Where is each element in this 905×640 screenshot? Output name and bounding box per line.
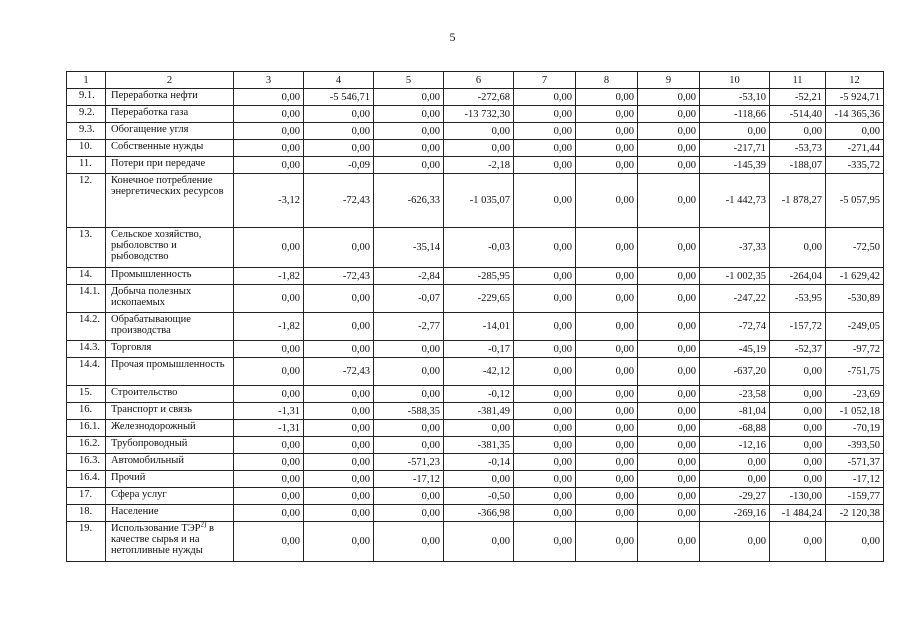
row-name: Добыча полезных ископаемых <box>106 285 234 313</box>
value-cell: -381,49 <box>444 403 514 420</box>
value-cell: 0,00 <box>576 313 638 341</box>
table-row <box>67 386 884 403</box>
table-row <box>67 228 884 268</box>
row-name: Транспорт и связь <box>106 403 234 420</box>
value-cell: -285,95 <box>444 268 514 285</box>
value-cell: 0,00 <box>304 505 374 522</box>
value-cell: 0,00 <box>576 157 638 174</box>
row-name: Прочий <box>106 471 234 488</box>
value-cell: 0,00 <box>234 228 304 268</box>
value-cell: 0,00 <box>576 268 638 285</box>
value-cell: 0,00 <box>514 437 576 454</box>
value-cell: -12,16 <box>700 437 770 454</box>
row-name: Обрабатывающие производства <box>106 313 234 341</box>
value-cell: 0,00 <box>576 341 638 358</box>
energy-balance-table <box>66 71 884 562</box>
value-cell: 0,00 <box>514 228 576 268</box>
row-number: 14. <box>67 268 106 285</box>
row-number: 9.2. <box>67 106 106 123</box>
value-cell: 0,00 <box>374 157 444 174</box>
value-cell: 0,00 <box>234 437 304 454</box>
value-cell: -626,33 <box>374 174 444 228</box>
value-cell: 0,00 <box>638 228 700 268</box>
value-cell: 0,00 <box>514 89 576 106</box>
value-cell: -0,14 <box>444 454 514 471</box>
value-cell: 0,00 <box>576 403 638 420</box>
value-cell: -159,77 <box>826 488 884 505</box>
value-cell: -13 732,30 <box>444 106 514 123</box>
value-cell: -97,72 <box>826 341 884 358</box>
value-cell: 0,00 <box>304 437 374 454</box>
row-number: 14.2. <box>67 313 106 341</box>
value-cell: -72,43 <box>304 174 374 228</box>
value-cell: 0,00 <box>700 454 770 471</box>
value-cell: -0,17 <box>444 341 514 358</box>
value-cell: 0,00 <box>770 471 826 488</box>
value-cell: 0,00 <box>374 106 444 123</box>
value-cell: -37,33 <box>700 228 770 268</box>
value-cell: 0,00 <box>514 386 576 403</box>
value-cell: -264,04 <box>770 268 826 285</box>
value-cell: 0,00 <box>444 123 514 140</box>
value-cell: -5 924,71 <box>826 89 884 106</box>
value-cell: 0,00 <box>514 341 576 358</box>
value-cell: 0,00 <box>514 488 576 505</box>
value-cell: 0,00 <box>576 89 638 106</box>
row-name: Переработка нефти <box>106 89 234 106</box>
value-cell: -42,12 <box>444 358 514 386</box>
column-header: 8 <box>576 72 638 89</box>
row-number: 14.3. <box>67 341 106 358</box>
column-header: 11 <box>770 72 826 89</box>
value-cell: 0,00 <box>234 123 304 140</box>
value-cell: -14,01 <box>444 313 514 341</box>
value-cell: 0,00 <box>374 386 444 403</box>
table-body <box>67 72 884 562</box>
value-cell: -72,50 <box>826 228 884 268</box>
value-cell: -53,95 <box>770 285 826 313</box>
footnote-mark: 2) <box>200 521 207 529</box>
value-cell: -1,31 <box>234 403 304 420</box>
value-cell: -35,14 <box>374 228 444 268</box>
value-cell: -2,18 <box>444 157 514 174</box>
value-cell: -637,20 <box>700 358 770 386</box>
value-cell: 0,00 <box>234 157 304 174</box>
value-cell: -229,65 <box>444 285 514 313</box>
value-cell: 0,00 <box>304 123 374 140</box>
value-cell: -72,43 <box>304 268 374 285</box>
table-row <box>67 358 884 386</box>
value-cell: 0,00 <box>638 157 700 174</box>
value-cell: 0,00 <box>700 471 770 488</box>
value-cell: 0,00 <box>234 454 304 471</box>
value-cell: 0,00 <box>576 140 638 157</box>
table-row <box>67 341 884 358</box>
row-number: 19. <box>67 522 106 562</box>
value-cell: -52,37 <box>770 341 826 358</box>
table-row <box>67 437 884 454</box>
value-cell: 0,00 <box>514 285 576 313</box>
column-header: 7 <box>514 72 576 89</box>
table-row <box>67 140 884 157</box>
value-cell: 0,00 <box>638 437 700 454</box>
value-cell: -1 878,27 <box>770 174 826 228</box>
row-number: 13. <box>67 228 106 268</box>
value-cell: 0,00 <box>826 522 884 562</box>
value-cell: -53,73 <box>770 140 826 157</box>
row-name: Промышленность <box>106 268 234 285</box>
value-cell: -188,07 <box>770 157 826 174</box>
value-cell: -0,07 <box>374 285 444 313</box>
value-cell: 0,00 <box>514 522 576 562</box>
column-header: 12 <box>826 72 884 89</box>
value-cell: 0,00 <box>514 420 576 437</box>
value-cell: 0,00 <box>770 403 826 420</box>
row-name-rest: в качестве сырья и на нетопливные нужды <box>111 523 214 556</box>
value-cell: 0,00 <box>826 123 884 140</box>
row-name <box>106 522 234 562</box>
value-cell: -70,19 <box>826 420 884 437</box>
value-cell: 0,00 <box>234 505 304 522</box>
value-cell: -571,37 <box>826 454 884 471</box>
value-cell: 0,00 <box>576 123 638 140</box>
table-row <box>67 106 884 123</box>
value-cell: -1,31 <box>234 420 304 437</box>
value-cell: 0,00 <box>514 358 576 386</box>
value-cell: 0,00 <box>514 505 576 522</box>
value-cell: -52,21 <box>770 89 826 106</box>
value-cell: 0,00 <box>304 403 374 420</box>
row-name: Сельское хозяйство, рыболовство и рыбоводство <box>106 228 234 268</box>
value-cell: 0,00 <box>444 140 514 157</box>
row-name: Торговля <box>106 341 234 358</box>
value-cell: 0,00 <box>304 285 374 313</box>
row-number: 17. <box>67 488 106 505</box>
value-cell: 0,00 <box>638 403 700 420</box>
value-cell: -1 442,73 <box>700 174 770 228</box>
value-cell: 0,00 <box>770 386 826 403</box>
table-row <box>67 285 884 313</box>
row-number: 16.1. <box>67 420 106 437</box>
table-row <box>67 157 884 174</box>
value-cell: 0,00 <box>374 89 444 106</box>
value-cell: -571,23 <box>374 454 444 471</box>
value-cell: 0,00 <box>576 285 638 313</box>
row-name: Железнодорожный <box>106 420 234 437</box>
table-row <box>67 268 884 285</box>
value-cell: -588,35 <box>374 403 444 420</box>
row-name: Обогащение угля <box>106 123 234 140</box>
value-cell: 0,00 <box>514 106 576 123</box>
row-name: Трубопроводный <box>106 437 234 454</box>
value-cell: -5 057,95 <box>826 174 884 228</box>
value-cell: 0,00 <box>234 488 304 505</box>
table-row <box>67 420 884 437</box>
row-name: Автомобильный <box>106 454 234 471</box>
value-cell: 0,00 <box>304 341 374 358</box>
value-cell: -2,84 <box>374 268 444 285</box>
value-cell: 0,00 <box>374 522 444 562</box>
table-row <box>67 403 884 420</box>
row-number: 16.3. <box>67 454 106 471</box>
value-cell: -17,12 <box>374 471 444 488</box>
value-cell: -1 484,24 <box>770 505 826 522</box>
table-row <box>67 174 884 228</box>
value-cell: -45,19 <box>700 341 770 358</box>
value-cell: -130,00 <box>770 488 826 505</box>
value-cell: 0,00 <box>304 488 374 505</box>
value-cell: 0,00 <box>444 420 514 437</box>
value-cell: 0,00 <box>638 89 700 106</box>
table-row <box>67 522 884 562</box>
value-cell: -1 002,35 <box>700 268 770 285</box>
value-cell: 0,00 <box>576 358 638 386</box>
value-cell: 0,00 <box>514 123 576 140</box>
value-cell: -0,03 <box>444 228 514 268</box>
value-cell: -272,68 <box>444 89 514 106</box>
column-header: 1 <box>67 72 106 89</box>
value-cell: 0,00 <box>576 228 638 268</box>
value-cell: 0,00 <box>304 454 374 471</box>
value-cell: 0,00 <box>304 471 374 488</box>
value-cell: 0,00 <box>514 140 576 157</box>
value-cell: 0,00 <box>514 157 576 174</box>
row-number: 18. <box>67 505 106 522</box>
header-row <box>67 72 884 89</box>
row-number: 16.4. <box>67 471 106 488</box>
column-header: 5 <box>374 72 444 89</box>
value-cell: 0,00 <box>770 358 826 386</box>
column-header: 4 <box>304 72 374 89</box>
value-cell: 0,00 <box>638 505 700 522</box>
value-cell: 0,00 <box>638 174 700 228</box>
value-cell: 0,00 <box>770 228 826 268</box>
value-cell: 0,00 <box>770 522 826 562</box>
row-number: 16.2. <box>67 437 106 454</box>
value-cell: 0,00 <box>304 522 374 562</box>
value-cell: 0,00 <box>514 174 576 228</box>
row-number: 14.1. <box>67 285 106 313</box>
value-cell: 0,00 <box>638 488 700 505</box>
value-cell: -81,04 <box>700 403 770 420</box>
column-header: 6 <box>444 72 514 89</box>
value-cell: -269,16 <box>700 505 770 522</box>
value-cell: -17,12 <box>826 471 884 488</box>
value-cell: -157,72 <box>770 313 826 341</box>
value-cell: -1,82 <box>234 268 304 285</box>
value-cell: 0,00 <box>304 313 374 341</box>
row-name: Конечное потребление энергетических ресурсов <box>106 174 234 228</box>
value-cell: 0,00 <box>514 454 576 471</box>
value-cell: -381,35 <box>444 437 514 454</box>
value-cell: 0,00 <box>576 174 638 228</box>
value-cell: -271,44 <box>826 140 884 157</box>
value-cell: 0,00 <box>638 341 700 358</box>
value-cell: -29,27 <box>700 488 770 505</box>
row-name: Сфера услуг <box>106 488 234 505</box>
row-number: 11. <box>67 157 106 174</box>
value-cell: -0,50 <box>444 488 514 505</box>
value-cell: -0,09 <box>304 157 374 174</box>
column-header: 3 <box>234 72 304 89</box>
value-cell: 0,00 <box>638 123 700 140</box>
value-cell: -751,75 <box>826 358 884 386</box>
value-cell: 0,00 <box>576 471 638 488</box>
value-cell: 0,00 <box>638 386 700 403</box>
value-cell: 0,00 <box>576 437 638 454</box>
value-cell: 0,00 <box>576 522 638 562</box>
value-cell: 0,00 <box>638 471 700 488</box>
row-number: 9.1. <box>67 89 106 106</box>
value-cell: 0,00 <box>374 420 444 437</box>
value-cell: 0,00 <box>304 420 374 437</box>
value-cell: -249,05 <box>826 313 884 341</box>
value-cell: 0,00 <box>234 341 304 358</box>
value-cell: -514,40 <box>770 106 826 123</box>
row-number: 15. <box>67 386 106 403</box>
table-row <box>67 313 884 341</box>
value-cell: 0,00 <box>374 505 444 522</box>
value-cell: 0,00 <box>638 285 700 313</box>
row-number: 10. <box>67 140 106 157</box>
value-cell: 0,00 <box>234 386 304 403</box>
value-cell: -14 365,36 <box>826 106 884 123</box>
value-cell: -247,22 <box>700 285 770 313</box>
value-cell: -335,72 <box>826 157 884 174</box>
value-cell: 0,00 <box>576 386 638 403</box>
table-row <box>67 89 884 106</box>
row-name-text: Использование ТЭР <box>111 523 201 534</box>
value-cell: 0,00 <box>304 228 374 268</box>
value-cell: 0,00 <box>770 420 826 437</box>
value-cell: 0,00 <box>234 522 304 562</box>
value-cell: -5 546,71 <box>304 89 374 106</box>
value-cell: -0,12 <box>444 386 514 403</box>
value-cell: 0,00 <box>444 471 514 488</box>
value-cell: 0,00 <box>576 505 638 522</box>
value-cell: 0,00 <box>576 420 638 437</box>
value-cell: 0,00 <box>638 313 700 341</box>
column-header: 2 <box>106 72 234 89</box>
value-cell: 0,00 <box>234 285 304 313</box>
value-cell: 0,00 <box>304 106 374 123</box>
value-cell: 0,00 <box>514 268 576 285</box>
value-cell: 0,00 <box>700 123 770 140</box>
value-cell: -72,43 <box>304 358 374 386</box>
table-row <box>67 505 884 522</box>
value-cell: -1 052,18 <box>826 403 884 420</box>
value-cell: -393,50 <box>826 437 884 454</box>
value-cell: 0,00 <box>638 268 700 285</box>
value-cell: 0,00 <box>576 454 638 471</box>
value-cell: 0,00 <box>770 123 826 140</box>
value-cell: -68,88 <box>700 420 770 437</box>
value-cell: -145,39 <box>700 157 770 174</box>
value-cell: 0,00 <box>770 454 826 471</box>
value-cell: 0,00 <box>576 106 638 123</box>
value-cell: 0,00 <box>234 89 304 106</box>
value-cell: 0,00 <box>304 386 374 403</box>
value-cell: 0,00 <box>638 358 700 386</box>
row-number: 9.3. <box>67 123 106 140</box>
row-name: Переработка газа <box>106 106 234 123</box>
column-header: 10 <box>700 72 770 89</box>
value-cell: 0,00 <box>514 471 576 488</box>
row-name: Потери при передаче <box>106 157 234 174</box>
row-name: Собственные нужды <box>106 140 234 157</box>
value-cell: 0,00 <box>514 403 576 420</box>
value-cell: 0,00 <box>638 522 700 562</box>
value-cell: 0,00 <box>374 140 444 157</box>
row-number: 12. <box>67 174 106 228</box>
value-cell: -72,74 <box>700 313 770 341</box>
value-cell: -1 629,42 <box>826 268 884 285</box>
value-cell: 0,00 <box>638 420 700 437</box>
value-cell: -23,58 <box>700 386 770 403</box>
value-cell: -118,66 <box>700 106 770 123</box>
value-cell: 0,00 <box>234 140 304 157</box>
value-cell: 0,00 <box>638 106 700 123</box>
table-row <box>67 123 884 140</box>
value-cell: 0,00 <box>234 106 304 123</box>
value-cell: 0,00 <box>374 341 444 358</box>
value-cell: 0,00 <box>234 358 304 386</box>
value-cell: 0,00 <box>304 140 374 157</box>
value-cell: 0,00 <box>374 358 444 386</box>
row-name: Прочая промышленность <box>106 358 234 386</box>
value-cell: -366,98 <box>444 505 514 522</box>
value-cell: 0,00 <box>514 313 576 341</box>
value-cell: -217,71 <box>700 140 770 157</box>
table-row <box>67 471 884 488</box>
value-cell: 0,00 <box>374 488 444 505</box>
value-cell: -2,77 <box>374 313 444 341</box>
value-cell: -53,10 <box>700 89 770 106</box>
table-row <box>67 488 884 505</box>
page-number: 5 <box>449 30 456 44</box>
row-name: Население <box>106 505 234 522</box>
value-cell: 0,00 <box>700 522 770 562</box>
value-cell: -1,82 <box>234 313 304 341</box>
value-cell: 0,00 <box>374 437 444 454</box>
value-cell: 0,00 <box>638 140 700 157</box>
value-cell: 0,00 <box>374 123 444 140</box>
row-number: 14.4. <box>67 358 106 386</box>
value-cell: -23,69 <box>826 386 884 403</box>
row-number: 16. <box>67 403 106 420</box>
row-name: Строительство <box>106 386 234 403</box>
value-cell: 0,00 <box>444 522 514 562</box>
value-cell: 0,00 <box>638 454 700 471</box>
value-cell: -1 035,07 <box>444 174 514 228</box>
value-cell: -3,12 <box>234 174 304 228</box>
column-header: 9 <box>638 72 700 89</box>
value-cell: -2 120,38 <box>826 505 884 522</box>
value-cell: 0,00 <box>770 437 826 454</box>
value-cell: 0,00 <box>576 488 638 505</box>
value-cell: 0,00 <box>234 471 304 488</box>
table-row <box>67 454 884 471</box>
value-cell: -530,89 <box>826 285 884 313</box>
